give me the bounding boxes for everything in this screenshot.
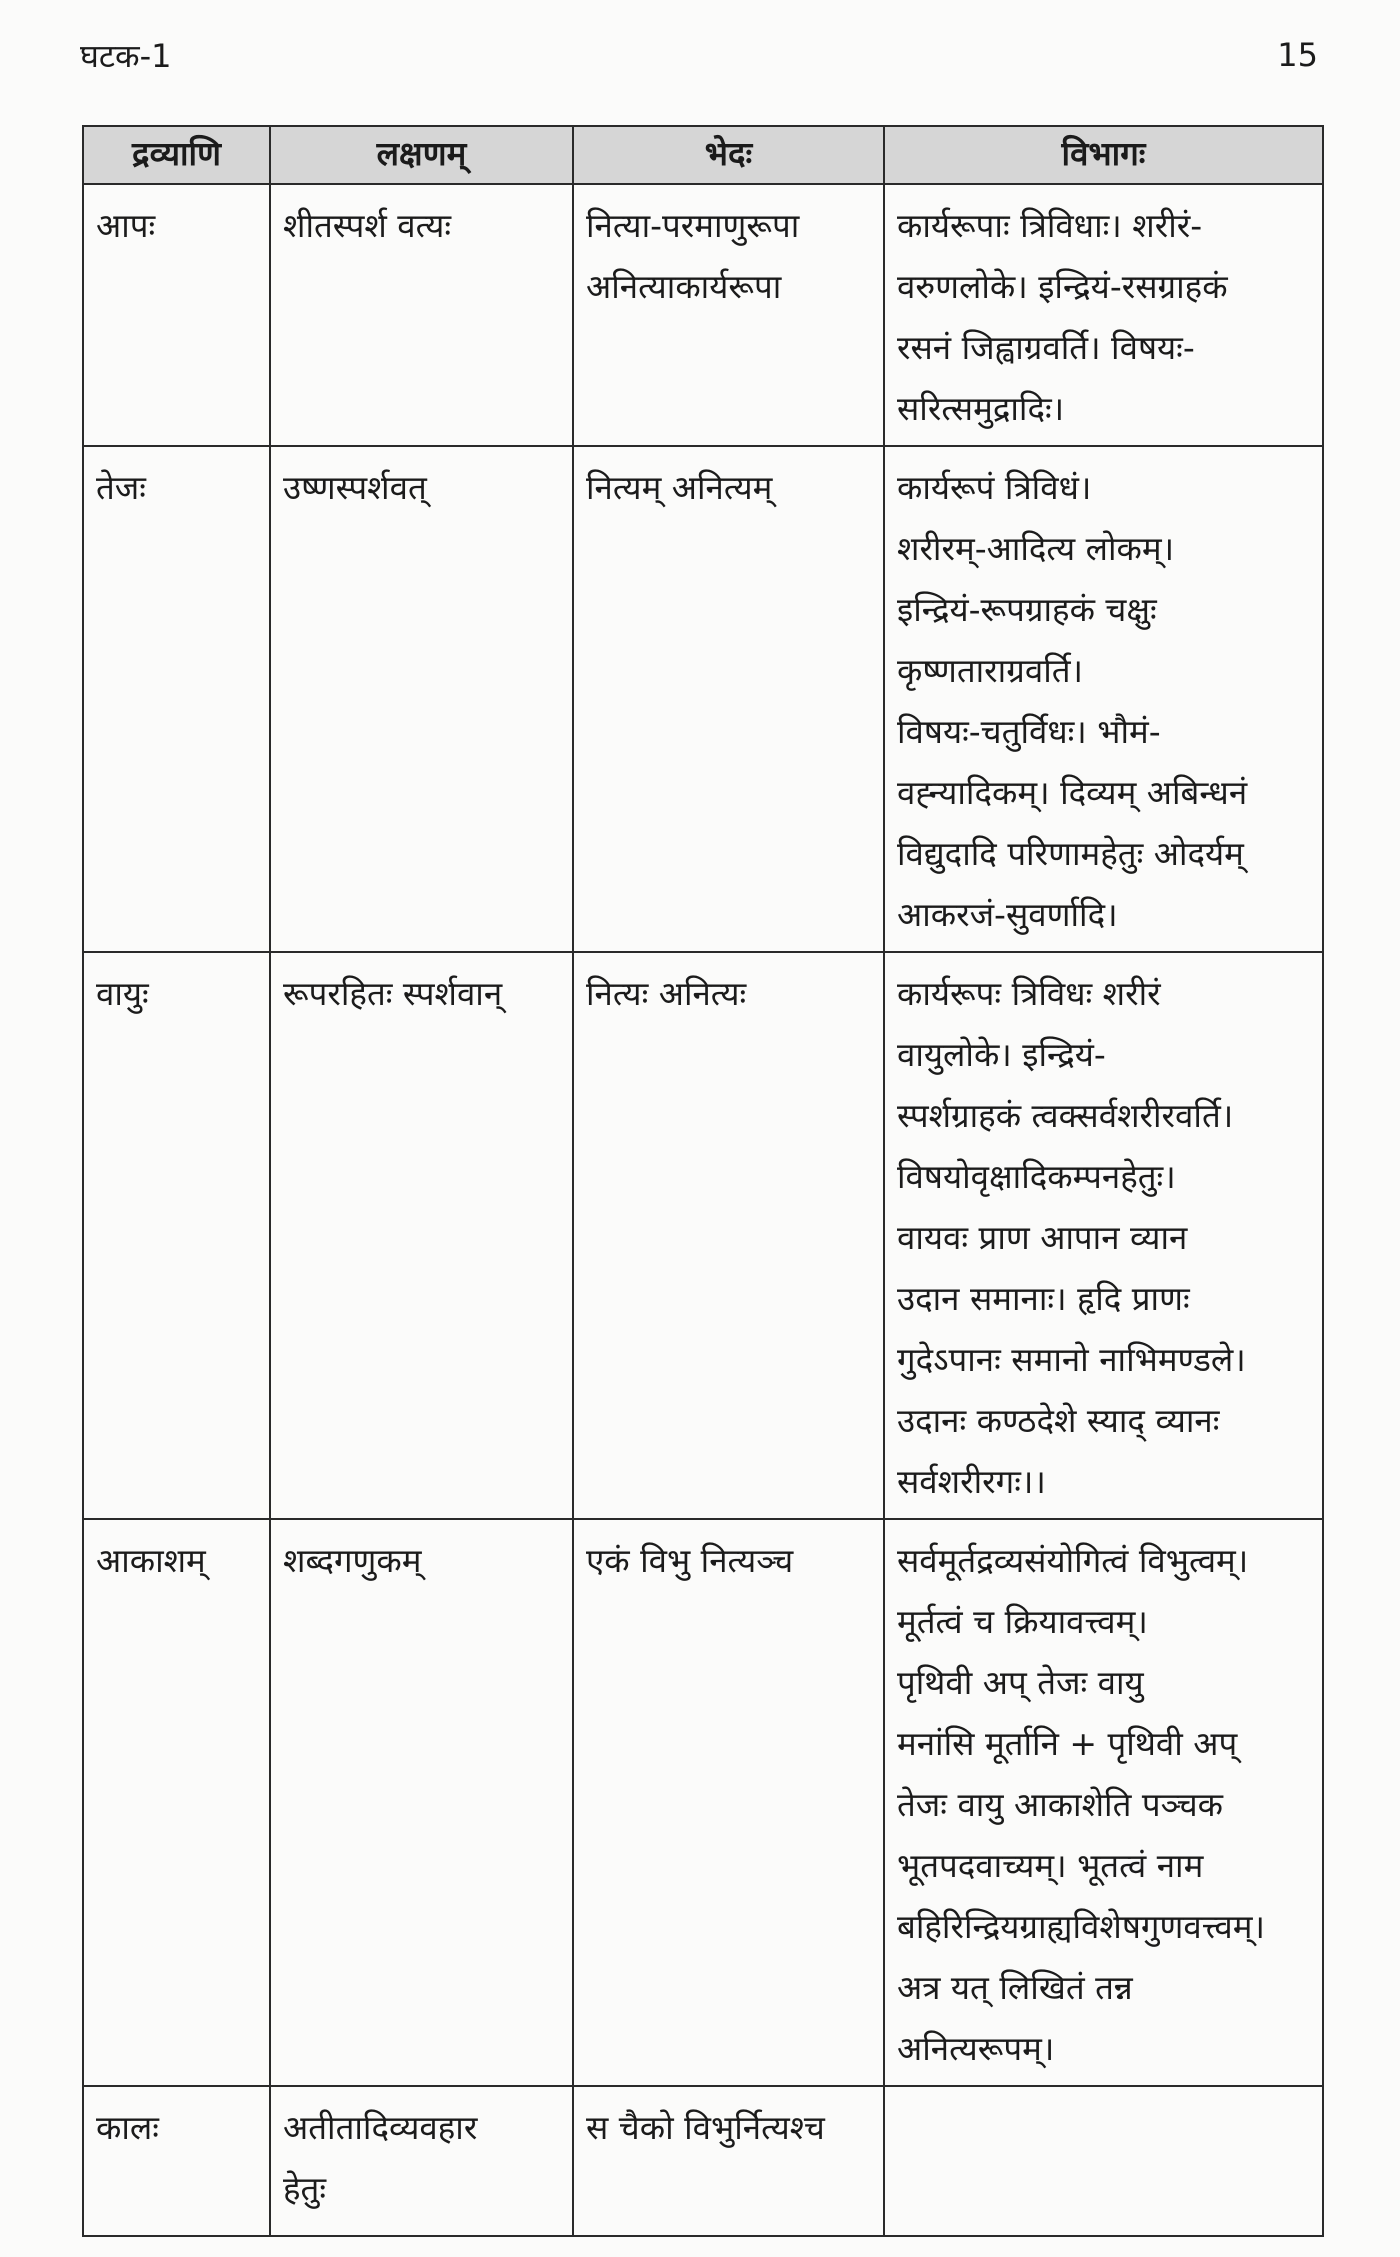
cell-line: नित्यम् अनित्यम् — [586, 468, 773, 507]
cell-line: मूर्तत्वं च क्रियावत्त्वम्। — [897, 1602, 1148, 1641]
table-row — [83, 2086, 1323, 2236]
table-row — [83, 1519, 1323, 2086]
cell-line: स चैको विभुर्नित्यश्च — [586, 2108, 825, 2147]
cell-line: शब्दगणुकम् — [283, 1541, 422, 1580]
cell-line: गुदेऽपानः समानो नाभिमण्डले। — [897, 1340, 1246, 1379]
cell-line: सर्वशरीरगः।। — [897, 1462, 1046, 1501]
cell-lakshanam — [270, 446, 573, 952]
cell-bheda — [573, 446, 884, 952]
column-header-bheda: भेदः — [573, 126, 884, 184]
cell-line: सर्वमूर्तद्रव्यसंयोगित्वं विभुत्वम्। — [897, 1541, 1249, 1580]
cell-line: उष्णस्पर्शवत् — [283, 468, 427, 507]
cell-line: कालः — [96, 2108, 159, 2147]
cell-line: कार्यरूपं त्रिविधं। — [897, 468, 1092, 507]
cell-line: वायवः प्राण आपान व्यान — [897, 1218, 1188, 1257]
column-header-dravyani: द्रव्याणि — [83, 126, 270, 184]
cell-line: आकरजं-सुवर्णादि। — [897, 895, 1118, 934]
page-header — [80, 30, 1318, 80]
column-header-vibhaga: विभागः — [884, 126, 1323, 184]
cell-line: पृथिवी अप् तेजः वायु — [897, 1663, 1144, 1702]
section-label: घटक-1 — [80, 36, 172, 75]
cell-lakshanam — [270, 952, 573, 1519]
cell-vibhaga — [884, 446, 1323, 952]
cell-line: इन्द्रियं-रूपग्राहकं चक्षुः — [897, 590, 1157, 629]
cell-line: नित्या-परमाणुरूपा — [586, 206, 800, 245]
cell-line: कार्यरूपः त्रिविधः शरीरं — [897, 974, 1161, 1013]
cell-line: स्पर्शग्राहकं त्वक्सर्वशरीरवर्ति। — [897, 1096, 1234, 1135]
table-row — [83, 446, 1323, 952]
cell-line: नित्यः अनित्यः — [586, 974, 747, 1013]
cell-lakshanam — [270, 1519, 573, 2086]
cell-line: सरित्समुद्रादिः। — [897, 389, 1065, 428]
cell-line: रूपरहितः स्पर्शवान् — [283, 974, 503, 1013]
cell-bheda — [573, 184, 884, 446]
cell-line: कृष्णताराग्रवर्ति। — [897, 651, 1084, 690]
table-header-row — [83, 126, 1323, 184]
cell-line: अतीतादिव्यवहार — [283, 2108, 478, 2147]
cell-line: उदान समानाः। हृदि प्राणः — [897, 1279, 1190, 1318]
cell-line: भूतपदवाच्यम्। भूतत्वं नाम — [897, 1846, 1204, 1885]
cell-line: अनित्यरूपम्। — [897, 2029, 1055, 2068]
cell-line: वायुलोके। इन्द्रियं- — [897, 1035, 1106, 1074]
cell-line: विषयः-चतुर्विधः। भौमं- — [897, 712, 1161, 751]
cell-dravya — [83, 446, 270, 952]
cell-dravya — [83, 184, 270, 446]
cell-line: शरीरम्-आदित्य लोकम्। — [897, 529, 1175, 568]
cell-lakshanam — [270, 184, 573, 446]
cell-dravya — [83, 2086, 270, 2236]
page-number: 15 — [1277, 36, 1318, 74]
cell-vibhaga — [884, 952, 1323, 1519]
cell-line: तेजः वायु आकाशेति पञ्चक — [897, 1785, 1223, 1824]
cell-line: आकाशम् — [96, 1541, 206, 1580]
cell-line: अत्र यत् लिखितं तन्न — [897, 1968, 1133, 2007]
cell-dravya — [83, 952, 270, 1519]
column-header-lakshanam: लक्षणम् — [270, 126, 573, 184]
cell-line: हेतुः — [283, 2169, 326, 2208]
table-row — [83, 952, 1323, 1519]
cell-line: उदानः कण्ठदेशे स्याद् व्यानः — [897, 1401, 1220, 1440]
cell-line: वह्न्यादिकम्। दिव्यम् अबिन्धनं — [897, 773, 1248, 812]
cell-vibhaga — [884, 1519, 1323, 2086]
cell-bheda — [573, 2086, 884, 2236]
cell-bheda — [573, 952, 884, 1519]
cell-vibhaga — [884, 2086, 1323, 2236]
cell-line: आपः — [96, 206, 156, 245]
cell-dravya — [83, 1519, 270, 2086]
cell-vibhaga — [884, 184, 1323, 446]
dravya-table — [82, 125, 1324, 2237]
cell-line: शीतस्पर्श वत्यः — [283, 206, 452, 245]
cell-line: बहिरिन्द्रियग्राह्यविशेषगुणवत्त्वम्। — [897, 1907, 1266, 1946]
cell-line: एकं विभु नित्यञ्च — [586, 1541, 794, 1580]
cell-line: विद्युदादि परिणामहेतुः ओदर्यम् — [897, 834, 1244, 873]
cell-line: मनांसि मूर्तानि + पृथिवी अप् — [897, 1724, 1238, 1763]
cell-line: विषयोवृक्षादिकम्पनहेतुः। — [897, 1157, 1176, 1196]
cell-lakshanam — [270, 2086, 573, 2236]
cell-line: वायुः — [96, 974, 149, 1013]
table-row — [83, 184, 1323, 446]
cell-line: रसनं जिह्वाग्रवर्ति। विषयः- — [897, 328, 1195, 367]
cell-line: तेजः — [96, 468, 146, 507]
cell-line: अनित्याकार्यरूपा — [586, 267, 782, 306]
cell-line: वरुणलोके। इन्द्रियं-रसग्राहकं — [897, 267, 1228, 306]
cell-bheda — [573, 1519, 884, 2086]
cell-line: कार्यरूपाः त्रिविधाः। शरीरं- — [897, 206, 1203, 245]
